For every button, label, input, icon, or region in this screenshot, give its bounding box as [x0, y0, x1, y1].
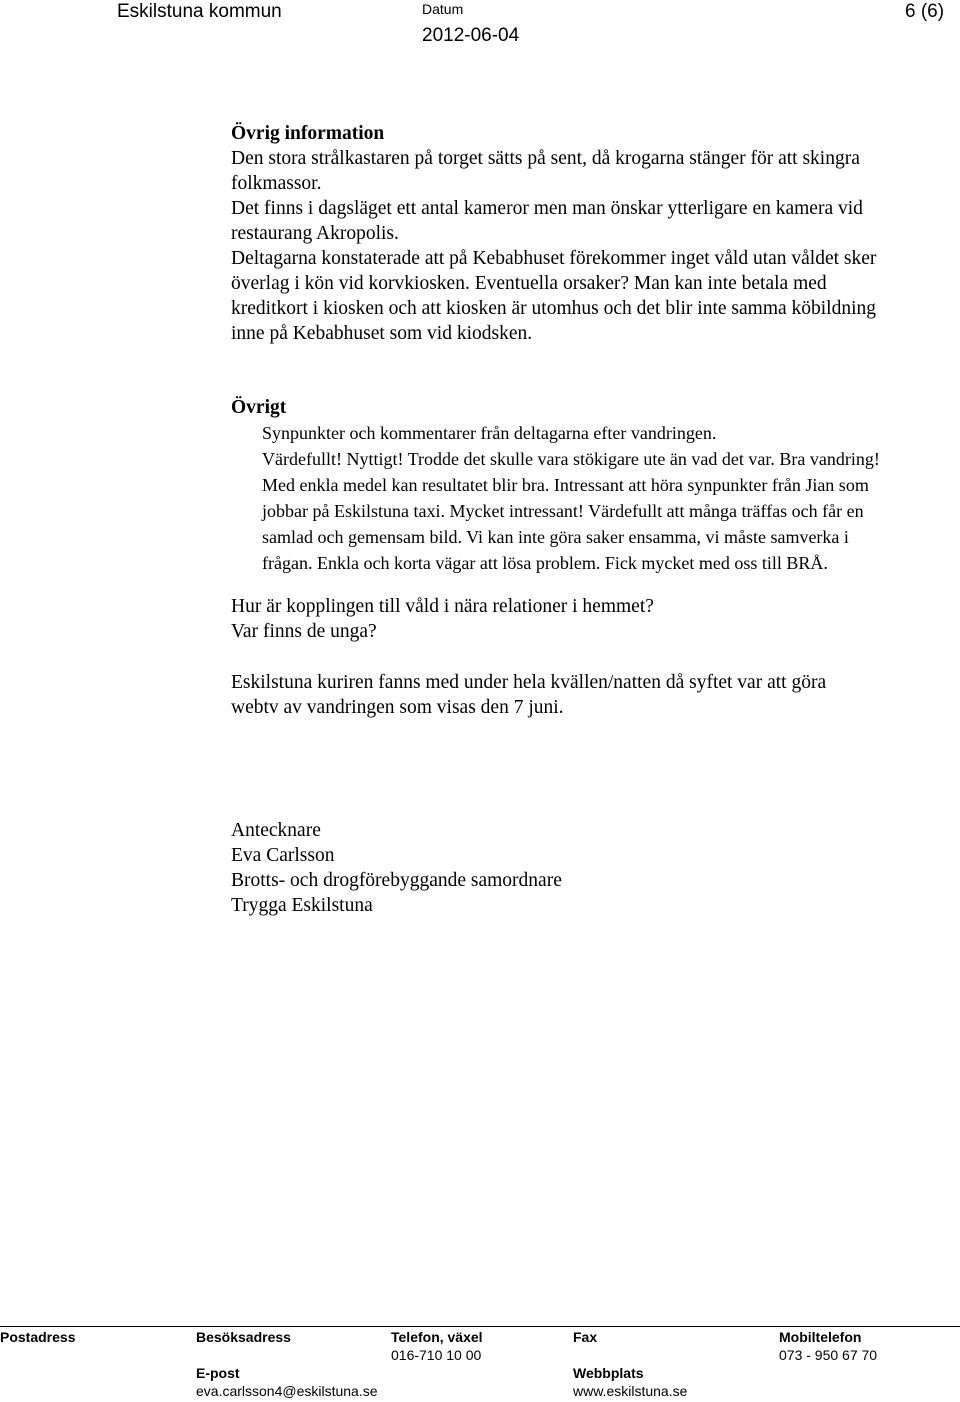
signature-title: Brotts- och drogförebyggande samordnare [231, 870, 562, 891]
footer-divider [0, 1326, 960, 1327]
text-line: Med enkla medel kan resultatet blir bra. Intressant att höra synpunkter från Jian som [262, 475, 869, 495]
text-line: Deltagarna konstaterade att på Kebabhuset förekommer inget våld utan våldet sker [231, 248, 877, 269]
signature-name: Eva Carlsson [231, 845, 335, 866]
text-line: folkmassor. [231, 173, 322, 194]
text-line: Eskilstuna kuriren fanns med under hela kvällen/natten då syftet var att göra [231, 672, 827, 693]
text-line: inne på Kebabhuset som vid kiodsken. [231, 323, 533, 344]
footer-mobil-label: Mobiltelefon [779, 1329, 862, 1345]
text-line: Det finns i dagsläget ett antal kameror men man önskar ytterligare en kamera vid [231, 198, 863, 219]
footer-postadress-label: Postadress [0, 1329, 76, 1345]
footer-epost[interactable]: eva.carlsson4@eskilstuna.se [196, 1383, 378, 1399]
footer-webb[interactable]: www.eskilstuna.se [573, 1383, 688, 1399]
section-ovrigt-body [262, 420, 960, 576]
footer-besoksadress-label: Besöksadress [196, 1329, 291, 1345]
text-line: webtv av vandringen som visas den 7 juni. [231, 697, 564, 718]
text-line: samlad och gemensam bild. Vi kan inte göra saker ensamma, vi måste samverka i [262, 527, 849, 547]
footer-mobil: 073 - 950 67 70 [779, 1347, 878, 1363]
section-heading-ovrigt: Övrigt [231, 397, 287, 418]
footer-telefon-label: Telefon, växel [391, 1329, 483, 1345]
text-line: Den stora strålkastaren på torget sätts på sent, då krogarna stänger för att skingra [231, 148, 860, 169]
section-heading: Övrig information [231, 123, 385, 144]
signature-block [231, 818, 953, 918]
organization-name: Eskilstuna kommun [117, 1, 282, 22]
text-line: kreditkort i kiosken och att kiosken är utomhus och det blir inte samma köbildning [231, 298, 877, 319]
footer-epost-label: E-post [196, 1365, 240, 1381]
text-line: frågan. Enkla och korta vägar att lösa problem. Fick mycket med oss till BRÅ. [262, 553, 828, 573]
text-line: jobbar på Eskilstuna taxi. Mycket intressant! Värdefullt att många träffas och får en [262, 501, 864, 521]
document-date: 2012-06-04 [422, 25, 520, 46]
questions-block [231, 594, 953, 644]
footer-fax-label: Fax [573, 1329, 598, 1345]
signature-role: Antecknare [231, 820, 321, 841]
text-line: Synpunkter och kommentarer från deltagarna efter vandringen. [262, 423, 717, 443]
date-label: Datum [422, 1, 464, 17]
text-line: Värdefullt! Nyttigt! Trodde det skulle vara stökigare ute än vad det var. Bra vandring! [262, 449, 880, 469]
media-note [231, 670, 953, 720]
section-ovrig-information [231, 121, 953, 346]
question-line: Hur är kopplingen till våld i nära relationer i hemmet? [231, 596, 654, 617]
footer-telefon: 016-710 10 00 [391, 1347, 482, 1363]
text-line: restaurang Akropolis. [231, 223, 399, 244]
footer-webb-label: Webbplats [573, 1365, 644, 1381]
page-number: 6 (6) [905, 1, 945, 22]
question-line: Var finns de unga? [231, 621, 377, 642]
text-line: överlag i kön vid korvkiosken. Eventuella orsaker? Man kan inte betala med [231, 273, 827, 294]
signature-org: Trygga Eskilstuna [231, 895, 373, 916]
